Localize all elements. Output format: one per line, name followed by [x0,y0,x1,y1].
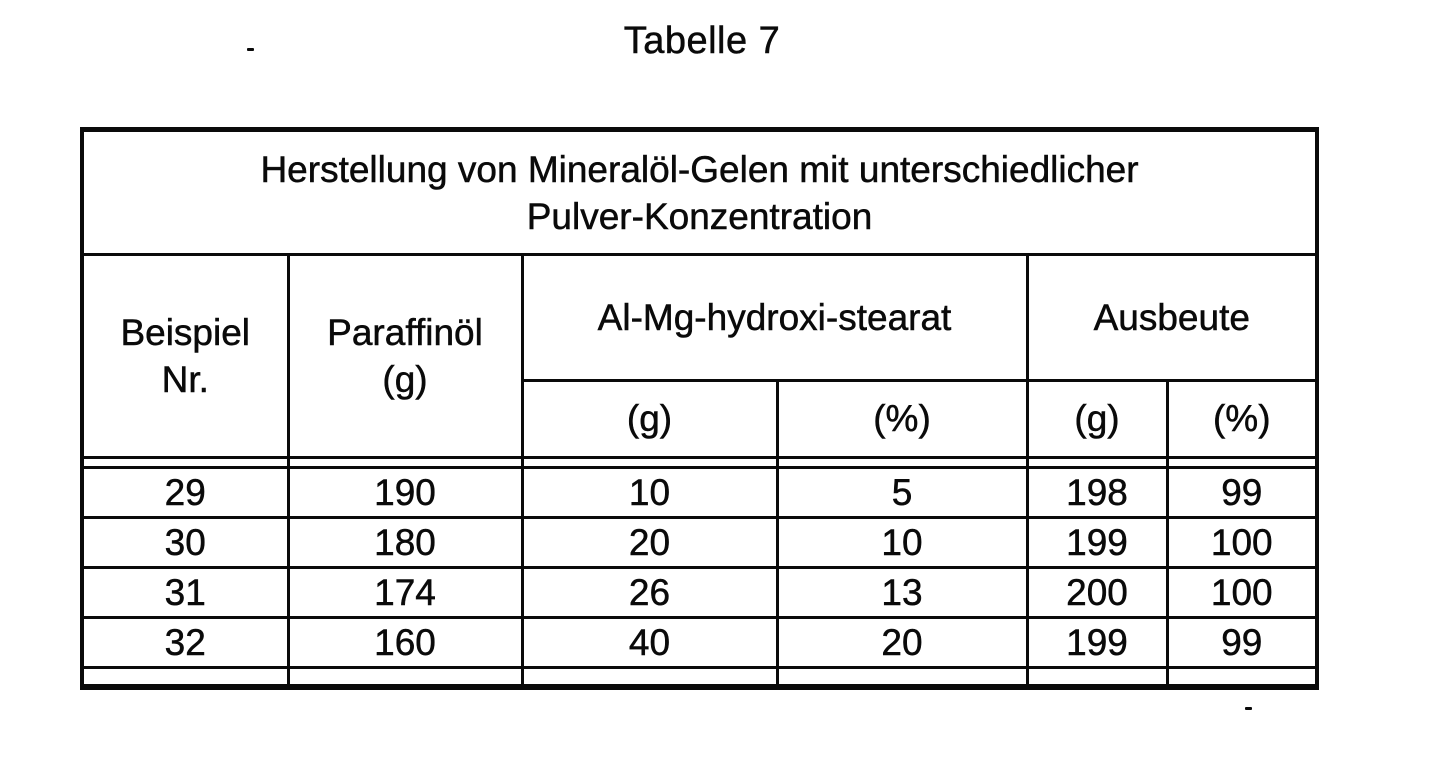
subheader-stearat-g: (g) [522,381,777,458]
cell-stearat-pct: 10 [777,518,1027,568]
cell-ausbeute-g: 199 [1027,518,1167,568]
cell-beispiel: 32 [82,618,288,668]
cell-beispiel: 29 [82,468,288,518]
subheader-stearat-pct: (%) [777,381,1027,458]
spacer-row [82,458,1317,468]
cell-ausbeute-g: 198 [1027,468,1167,518]
column-group-stearat: Al-Mg-hydroxi-stearat [522,255,1027,381]
caption-line-2: Pulver-Konzentration [526,195,873,237]
cell-ausbeute-pct: 99 [1167,618,1317,668]
cell-stearat-g: 40 [522,618,777,668]
subheader-ausbeute-g: (g) [1027,381,1167,458]
cell-stearat-g: 26 [522,568,777,618]
column-group-ausbeute: Ausbeute [1027,255,1317,381]
header-paraffinol-label: Paraffinöl [327,312,483,353]
cell-paraffinol: 180 [288,518,522,568]
table-row [82,518,1317,568]
caption-row [82,130,1317,255]
table-row [82,468,1317,518]
cell-beispiel: 30 [82,518,288,568]
cell-ausbeute-g: 200 [1027,568,1167,618]
cell-stearat-g: 20 [522,518,777,568]
spacer-row [82,668,1317,687]
header-nr-label: Nr. [161,359,209,400]
cell-stearat-pct: 20 [777,618,1027,668]
table-row [82,568,1317,618]
page-title: Tabelle 7 [623,20,781,62]
header-paraffinol-unit: (g) [382,359,428,400]
scan-artifact-speck [1245,707,1252,710]
header-beispiel-label: Beispiel [120,312,251,353]
cell-ausbeute-pct: 99 [1167,468,1317,518]
cell-beispiel: 31 [82,568,288,618]
cell-stearat-pct: 5 [777,468,1027,518]
subheader-ausbeute-pct: (%) [1167,381,1317,458]
header-row-groups [82,255,1317,381]
table-row [82,618,1317,668]
cell-stearat-pct: 13 [777,568,1027,618]
cell-ausbeute-g: 199 [1027,618,1167,668]
cell-ausbeute-pct: 100 [1167,518,1317,568]
cell-paraffinol: 190 [288,468,522,518]
table-caption [82,130,1317,255]
scan-artifact-speck [247,48,254,51]
caption-line-1: Herstellung von Mineralöl-Gelen mit unterschiedlicher [260,148,1139,190]
cell-stearat-g: 10 [522,468,777,518]
column-header-paraffinol [288,255,522,458]
cell-paraffinol: 174 [288,568,522,618]
cell-ausbeute-pct: 100 [1167,568,1317,618]
data-table [80,127,1319,690]
column-header-beispiel-nr [82,255,288,458]
cell-paraffinol: 160 [288,618,522,668]
